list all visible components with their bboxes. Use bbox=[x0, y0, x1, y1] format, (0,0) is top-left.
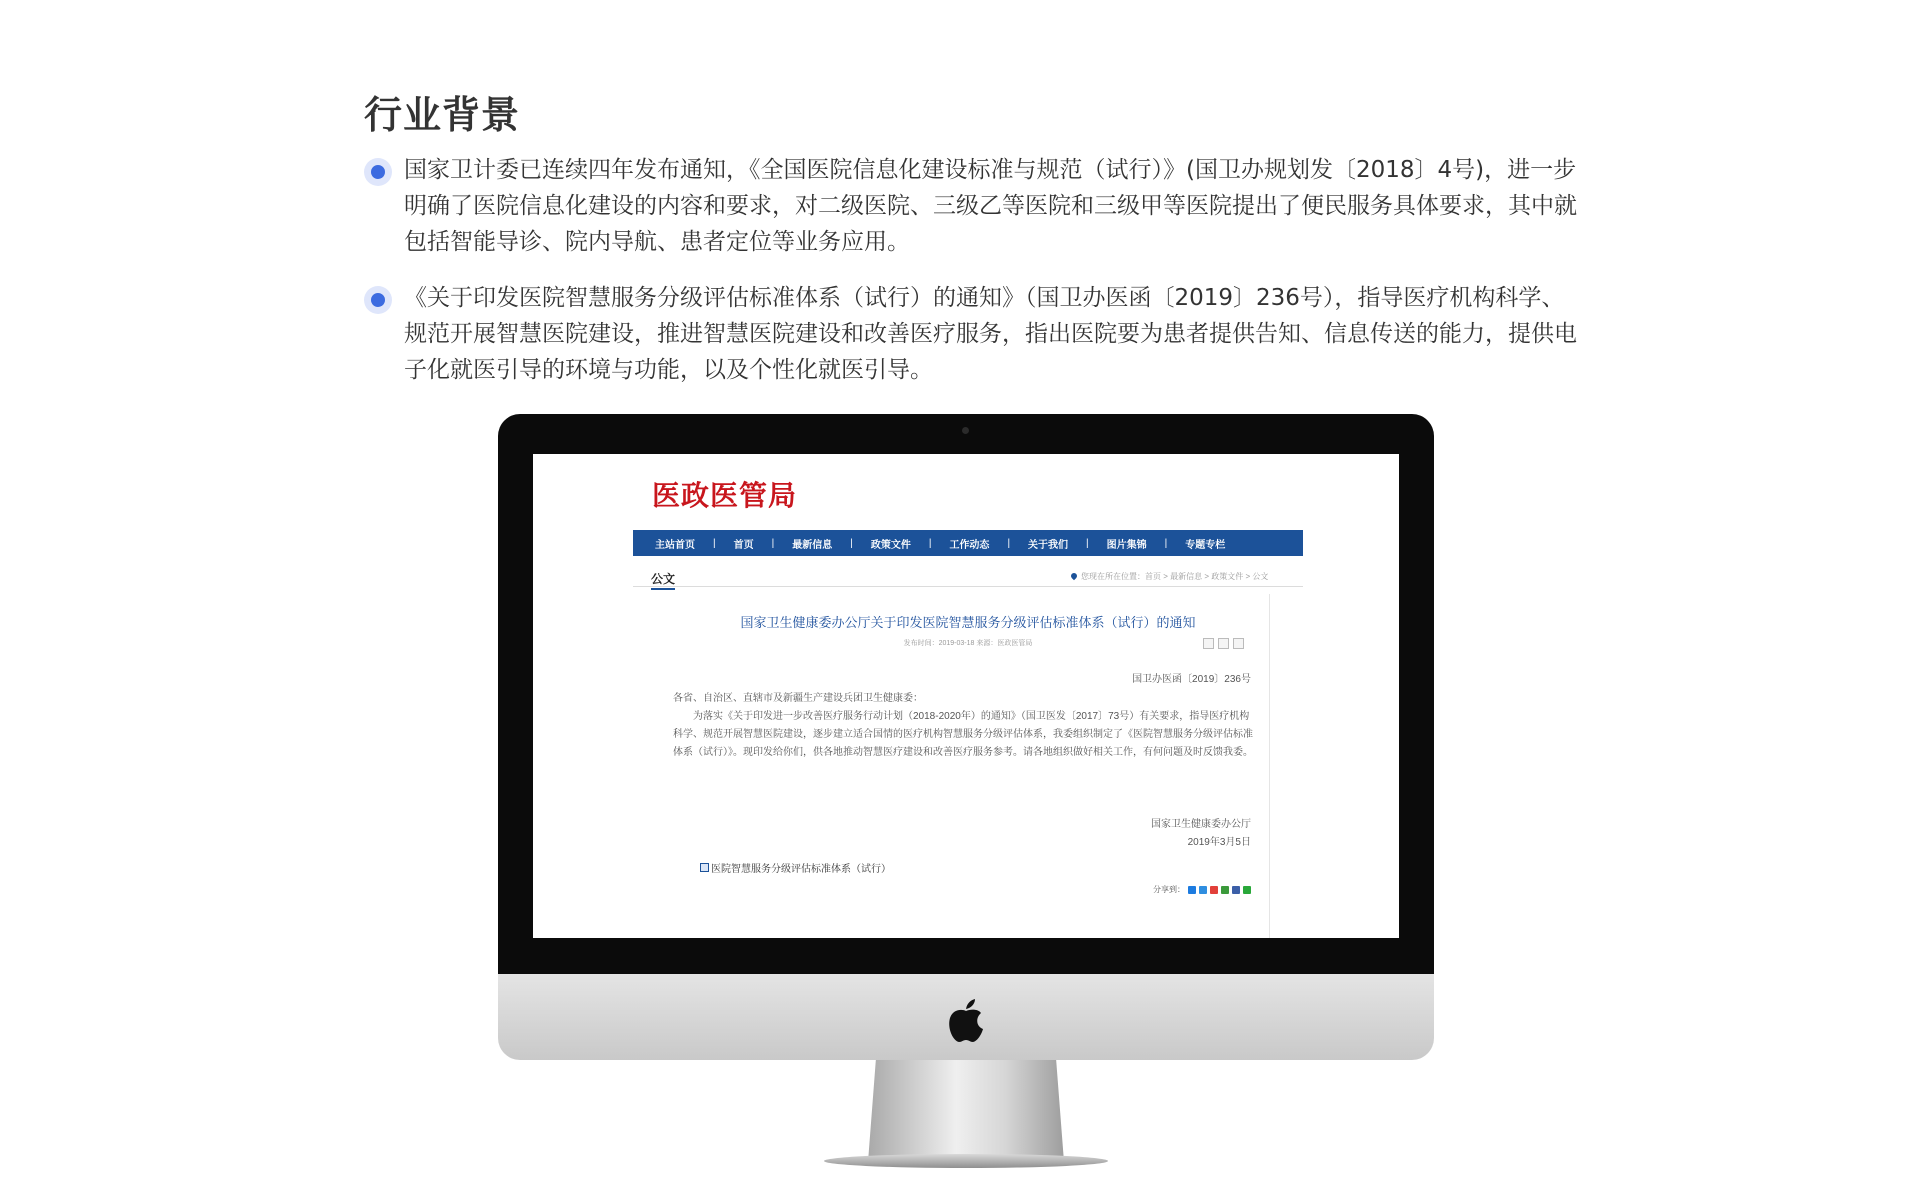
bullet-list bbox=[364, 152, 1584, 408]
nav-separator: | bbox=[1007, 537, 1011, 549]
document-title: 国家卫生健康委办公厅关于印发医院智慧服务分级评估标准体系（试行）的通知 bbox=[740, 615, 1196, 630]
share-icon[interactable] bbox=[1188, 886, 1196, 894]
font-size-icon[interactable] bbox=[1203, 638, 1214, 649]
monitor-chin bbox=[498, 974, 1434, 1060]
share-icon[interactable] bbox=[1243, 886, 1251, 894]
nav-item[interactable]: 首页 bbox=[733, 539, 754, 551]
nav-separator: | bbox=[928, 537, 932, 549]
share-icon[interactable] bbox=[1199, 886, 1207, 894]
column-label: 公文 bbox=[651, 570, 675, 590]
monitor-bezel bbox=[498, 414, 1434, 974]
nav-separator: | bbox=[850, 537, 853, 549]
imac-mockup bbox=[498, 414, 1434, 1170]
body-paragraph: 为落实《关于印发进一步改善医疗服务行动计划（2018-2020年）的通知》（国卫医发〔2017〕73号）有关要求，指导医疗机构科学、规范开展智慧医院建设，逐步建立适合国情的医疗机构智慧服务分级评估体系，我委组织制定了《医院智慧服务分级评估标准体系（试行）》。现印发给你们，供各地推动智慧医疗建设和改善医疗服务参考。请各地组织做好相关工作，有何问题及时反馈我委。 bbox=[673, 711, 1253, 758]
nav-item[interactable]: 关于我们 bbox=[1028, 539, 1069, 551]
nav-item[interactable]: 专题专栏 bbox=[1185, 539, 1226, 551]
document-number: 国卫办医函〔2019〕236号 bbox=[1132, 674, 1251, 685]
nav-separator: | bbox=[1164, 537, 1168, 549]
document-meta: 发布时间：2019-03-18 来源：医政医管局 bbox=[903, 640, 1033, 647]
nav-separator: | bbox=[1086, 537, 1089, 549]
share-icon[interactable] bbox=[1210, 886, 1218, 894]
print-icon[interactable] bbox=[1233, 638, 1244, 649]
attachment-icon bbox=[700, 863, 709, 872]
breadcrumb-text[interactable]: 您现在所在位置：首页 > 最新信息 > 政策文件 > 公文 bbox=[1081, 572, 1269, 581]
nav-item[interactable]: 主站首页 bbox=[655, 539, 695, 551]
sign-date: 2019年3月5日 bbox=[1187, 837, 1251, 848]
monitor-stand bbox=[868, 1060, 1064, 1162]
location-pin-icon bbox=[1070, 572, 1078, 580]
divider bbox=[633, 586, 1303, 587]
document-body bbox=[673, 690, 1253, 762]
nav-item[interactable]: 工作动态 bbox=[949, 539, 990, 551]
site-title: 医政医管局 bbox=[652, 479, 798, 512]
attachment-label[interactable]: 医院智慧服务分级评估标准体系（试行） bbox=[711, 864, 891, 875]
sign-org: 国家卫生健康委办公厅 bbox=[1151, 819, 1251, 830]
bullet-text: 《关于印发医院智慧服务分级评估标准体系（试行）的通知》（国卫办医函〔2019〕236号），指导医疗机构科学、规范开展智慧医院建设，推进智慧医院建设和改善医疗服务，指出医院要为患者提供告知、信息传送的能力，提供电子化就医引导的环境与功能，以及个性化就医引导。 bbox=[404, 285, 1577, 383]
monitor-base bbox=[824, 1154, 1108, 1168]
document-tools bbox=[1203, 638, 1244, 649]
section-title: 行业背景 bbox=[364, 93, 521, 137]
nav-bar bbox=[633, 530, 1303, 556]
bullet-dot-icon bbox=[364, 158, 392, 186]
share-bar bbox=[1093, 884, 1251, 895]
camera-icon bbox=[962, 427, 969, 434]
apple-logo-icon bbox=[945, 996, 987, 1044]
nav-separator: | bbox=[713, 537, 716, 549]
nav-item[interactable]: 图片集锦 bbox=[1106, 539, 1147, 551]
nav-item[interactable]: 最新信息 bbox=[792, 539, 833, 551]
edit-icon[interactable] bbox=[1218, 638, 1229, 649]
salutation: 各省、自治区、直辖市及新疆生产建设兵团卫生健康委： bbox=[673, 693, 923, 704]
attachment-link[interactable] bbox=[700, 860, 891, 875]
signature bbox=[1073, 816, 1251, 852]
nav-separator: | bbox=[771, 537, 775, 549]
nav-item[interactable]: 政策文件 bbox=[870, 539, 911, 551]
browser-screenshot bbox=[533, 454, 1399, 938]
share-icon[interactable] bbox=[1221, 886, 1229, 894]
share-icon[interactable] bbox=[1232, 886, 1240, 894]
breadcrumb bbox=[1071, 571, 1268, 582]
bullet-item bbox=[364, 280, 1584, 388]
bullet-text: 国家卫计委已连续四年发布通知，《全国医院信息化建设标准与规范（试行）》(国卫办规划发〔2018〕4号)，进一步明确了医院信息化建设的内容和要求，对二级医院、三级乙等医院和三级甲等医院提出了便民服务具体要求，其中就包括智能导诊、院内导航、患者定位等业务应用。 bbox=[404, 157, 1577, 255]
bullet-item bbox=[364, 152, 1584, 260]
share-label: 分享到： bbox=[1153, 885, 1185, 894]
bullet-dot-icon bbox=[364, 286, 392, 314]
